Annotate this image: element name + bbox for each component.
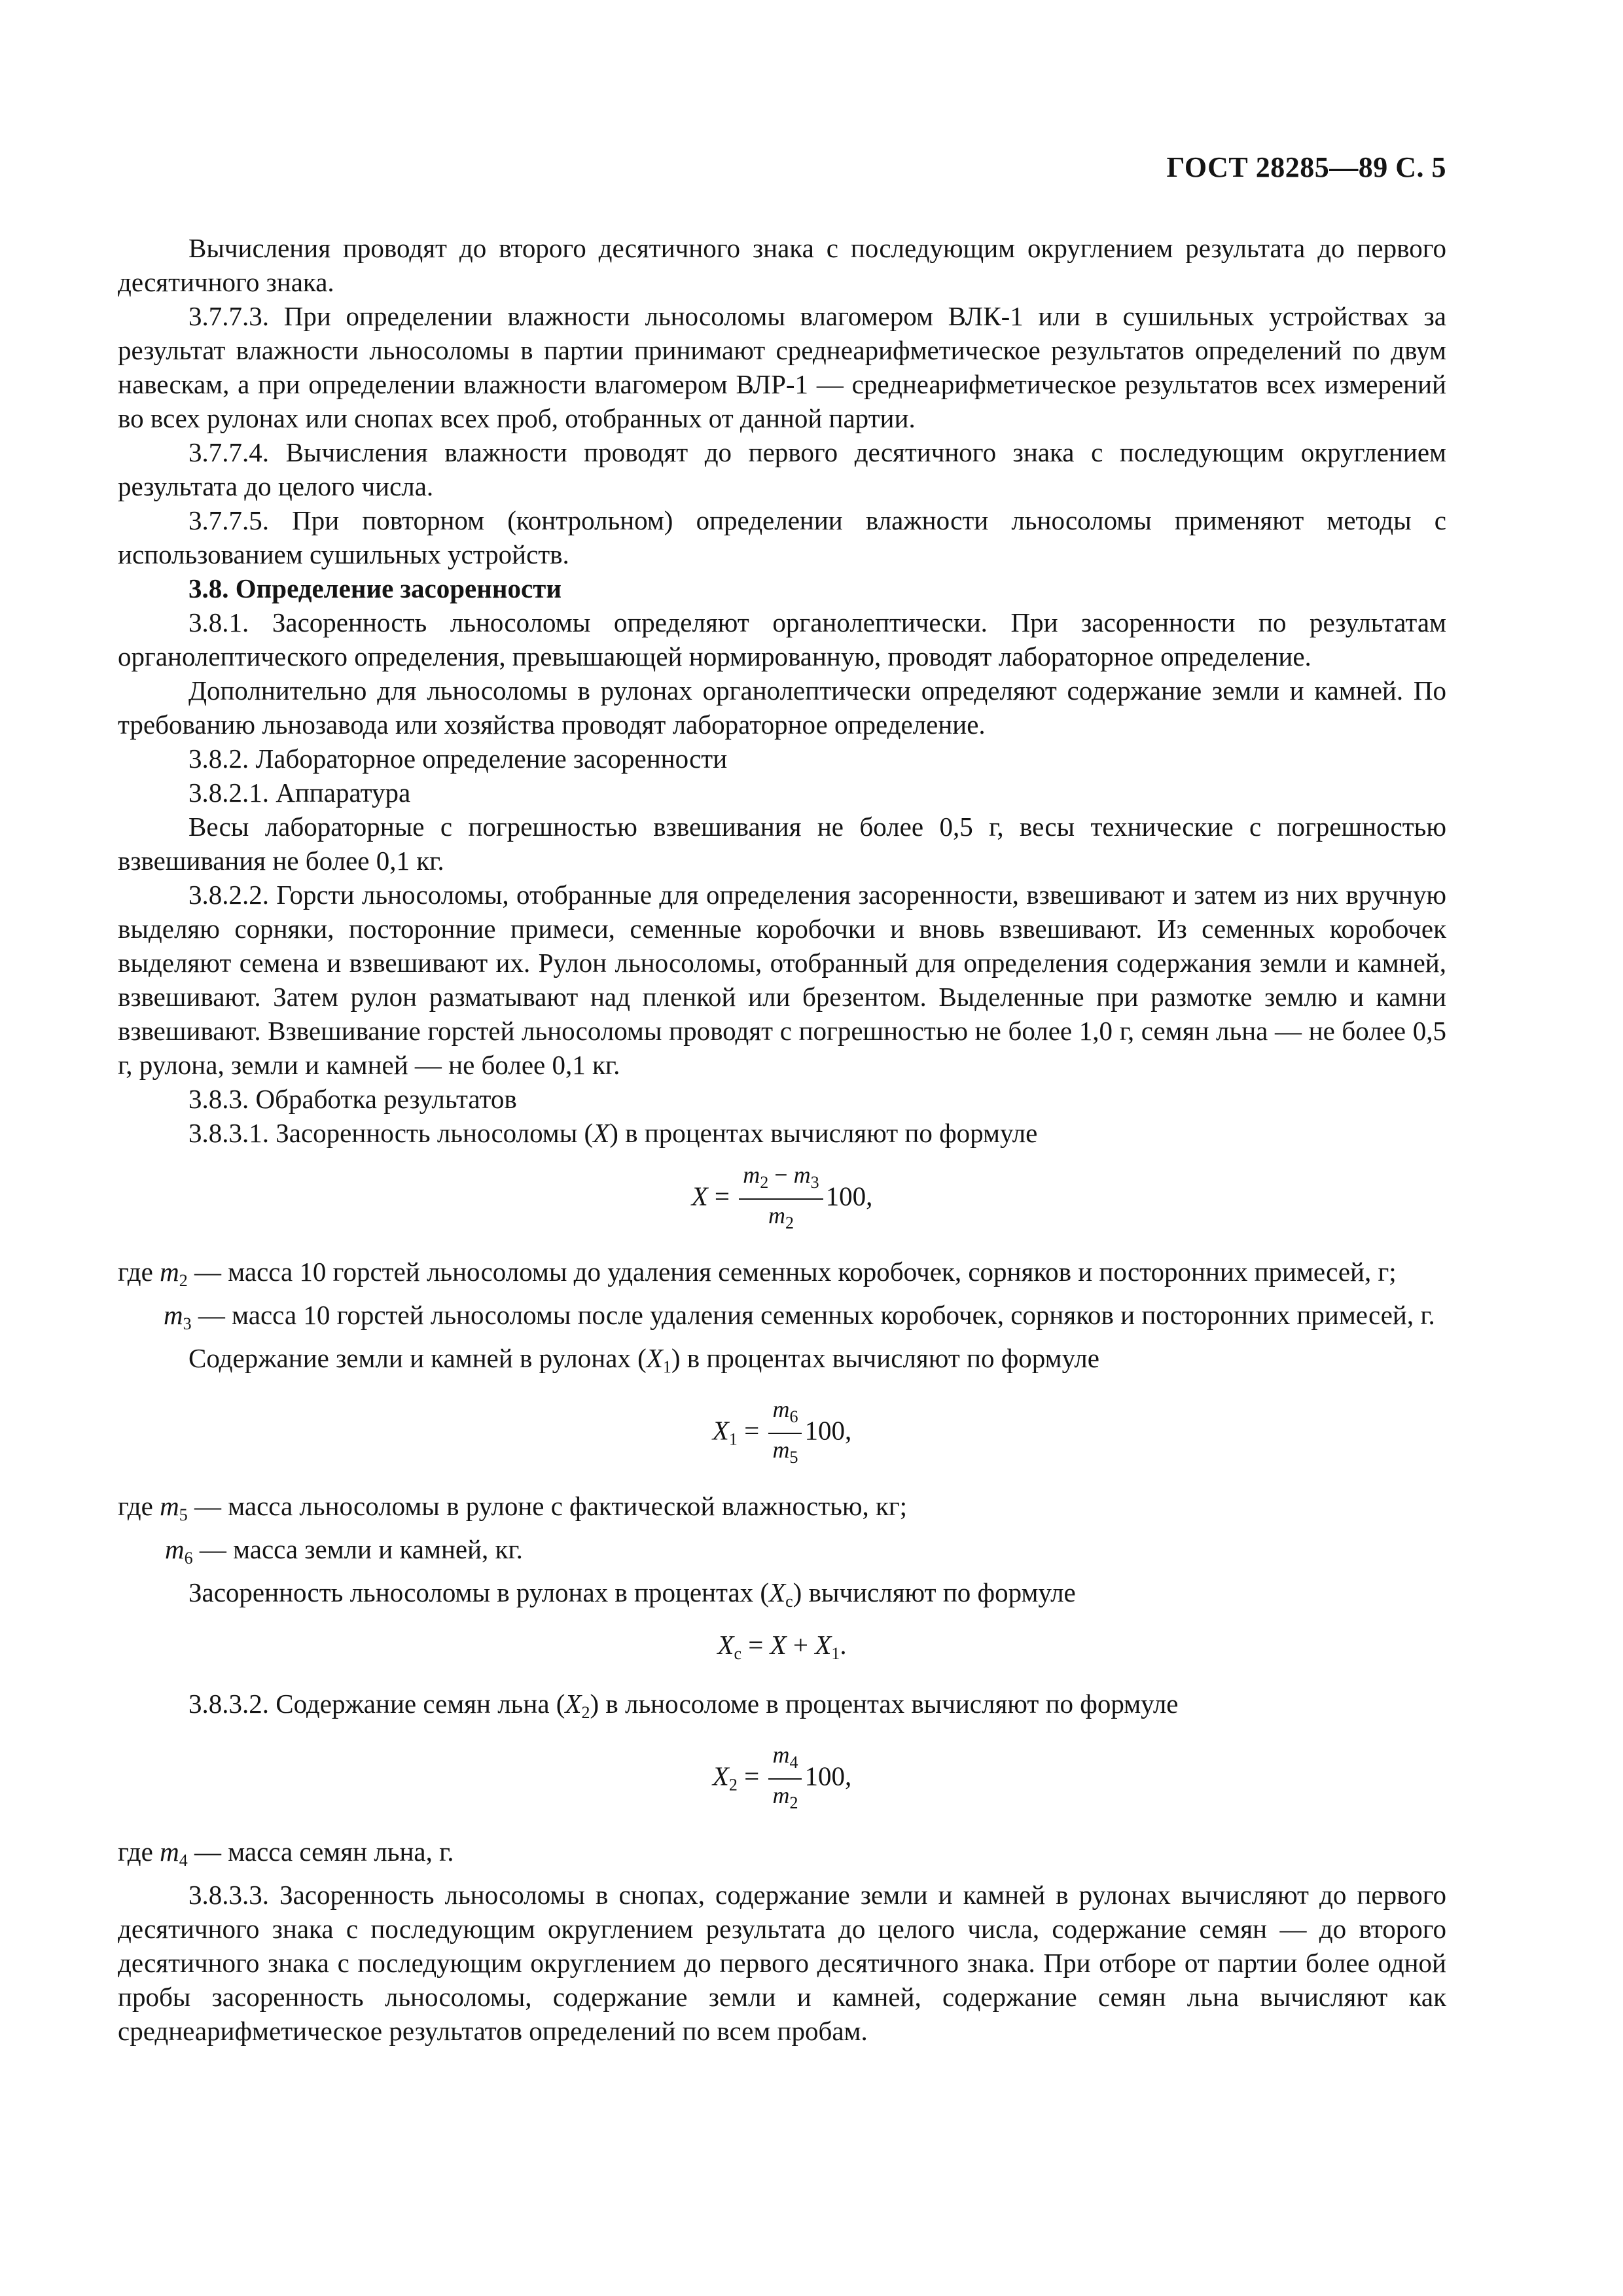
where-list [118,1489,1446,1575]
page-header: ГОСТ 28285—89 С. 5 [1166,151,1446,183]
paragraph: 3.8.2. Лабораторное определение засоренности [188,744,728,774]
where-item: $m_6$ — масса земли и камней, кг. [165,1534,523,1568]
paragraph: Вычисления проводят до второго десятичного знака с последующим округлением результата до первого десятичного знака. [118,233,1446,297]
paragraph: Весы лабораторные с погрешностью взвешивания не более 0,5 г, весы технические с погрешностью взвешивания не более 0,1 кг. [118,812,1446,876]
paragraph: 3.7.7.5. При повторном (контрольном) определении влажности льносоломы применяют методы с использованием сушильных устройств. [118,505,1446,569]
paragraph: 3.8.3. Обработка результатов [188,1084,517,1114]
formula-x1: $X_1$ = $\frac{m_6}{m_5}$ 100, [118,1393,1446,1473]
paragraph: 3.8.3.2. Содержание семян льна $(X_2)$ в льносоломе в процентах вычисляют по формуле [188,1689,1179,1722]
document-page [118,137,1446,2232]
formula-x: X = $\frac{m_2 - m_3}{m_2}$ 100, [118,1159,1446,1239]
where-item: где $m_4$ — масса семян льна, г. [118,1837,454,1870]
section-heading: 3.8. Определение засоренности [188,573,562,603]
paragraph: Дополнительно для льносоломы в рулонах органолептически определяют содержание земли и камней. По требованию льнозавода или хозяйства проводят лабораторное определение. [118,675,1446,740]
fraction: $\frac{m_4}{m_2}$ [768,1739,802,1819]
paragraph: 3.7.7.4. Вычисления влажности проводят до первого десятичного знака с последующим округлением результата до целого числа. [118,437,1446,501]
fraction: $\frac{m_6}{m_5}$ [768,1393,802,1473]
fraction: $\frac{m_2 - m_3}{m_2}$ [739,1159,823,1239]
formula-xc: $X_c = X + X_1$. [717,1630,847,1663]
where-item: $m_3$ — масса 10 горстей льносоломы после удаления семенных коробочек, сорняков и посторонних примесей, г. [164,1300,1435,1333]
paragraph: 3.8.3.1. Засоренность льносоломы (X) в процентах вычисляют по формуле [188,1118,1038,1148]
document-body [118,231,1446,2048]
paragraph: 3.8.1. Засоренность льносоломы определяют органолептически. При засоренности по результатам органолептического определения, превышающей нормированную, проводят лабораторное определение. [118,607,1446,672]
where-item: где $m_5$ — масса льносоломы в рулоне с фактической влажностью, кг; [118,1491,908,1524]
where-list [118,1255,1446,1341]
paragraph: 3.8.2.2. Горсти льносоломы, отобранные для определения засоренности, взвешивают и затем из них вручную выделяю сорняки, посторонние примеси, семенные коробочки и вновь взвешивают. Из семенных коробочек выделяют семена и взвешивают их. Рулон льносоломы, отобранный для определения содержания земли и камней, взвешивают. Затем рулон разматывают над пленкой или брезентом. Выделенные при размотке землю и камни взвешивают. Взвешивание горстей льносоломы проводят с погрешностью не более 1,0 г, семян льна — не более 0,5 г, рулона, земли и камней — не более 0,1 кг. [118,880,1446,1080]
paragraph: Засоренность льносоломы в рулонах в процентах $(X_c)$ вычисляют по формуле [188,1577,1076,1611]
paragraph: 3.8.2.1. Аппаратура [188,778,411,808]
formula-x2: $X_2$ = $\frac{m_4}{m_2}$ 100, [118,1739,1446,1819]
where-item: где $m_2$ — масса 10 горстей льносоломы до удаления семенных коробочек, сорняков и посторонних примесей, г; [118,1257,1397,1290]
where-list [118,1835,1446,1878]
paragraph: Содержание земли и камней в рулонах $(X_1)$ в процентах вычисляют по формуле [188,1343,1099,1376]
paragraph: 3.8.3.3. Засоренность льносоломы в снопах, содержание земли и камней в рулонах вычисляют до первого десятичного знака с последующим округлением результата до целого числа, содержание семян — до второго десятичного знака с последующим округлением до первого десятичного знака. При отборе от партии более одной пробы засоренность льносоломы, содержание земли и камней, содержание семян льна вычисляют как среднеарифметическое результатов определений по всем пробам. [118,1880,1446,2046]
paragraph: 3.7.7.3. При определении влажности льносоломы влагомером ВЛК-1 или в сушильных устройствах за результат влажности льносоломы в партии принимают среднеарифметическое результатов определений по двум навескам, а при определении влажности влагомером ВЛР-1 — среднеарифметическое результатов всех измерений во всех рулонах или снопах всех проб, отобранных от данной партии. [118,301,1446,433]
